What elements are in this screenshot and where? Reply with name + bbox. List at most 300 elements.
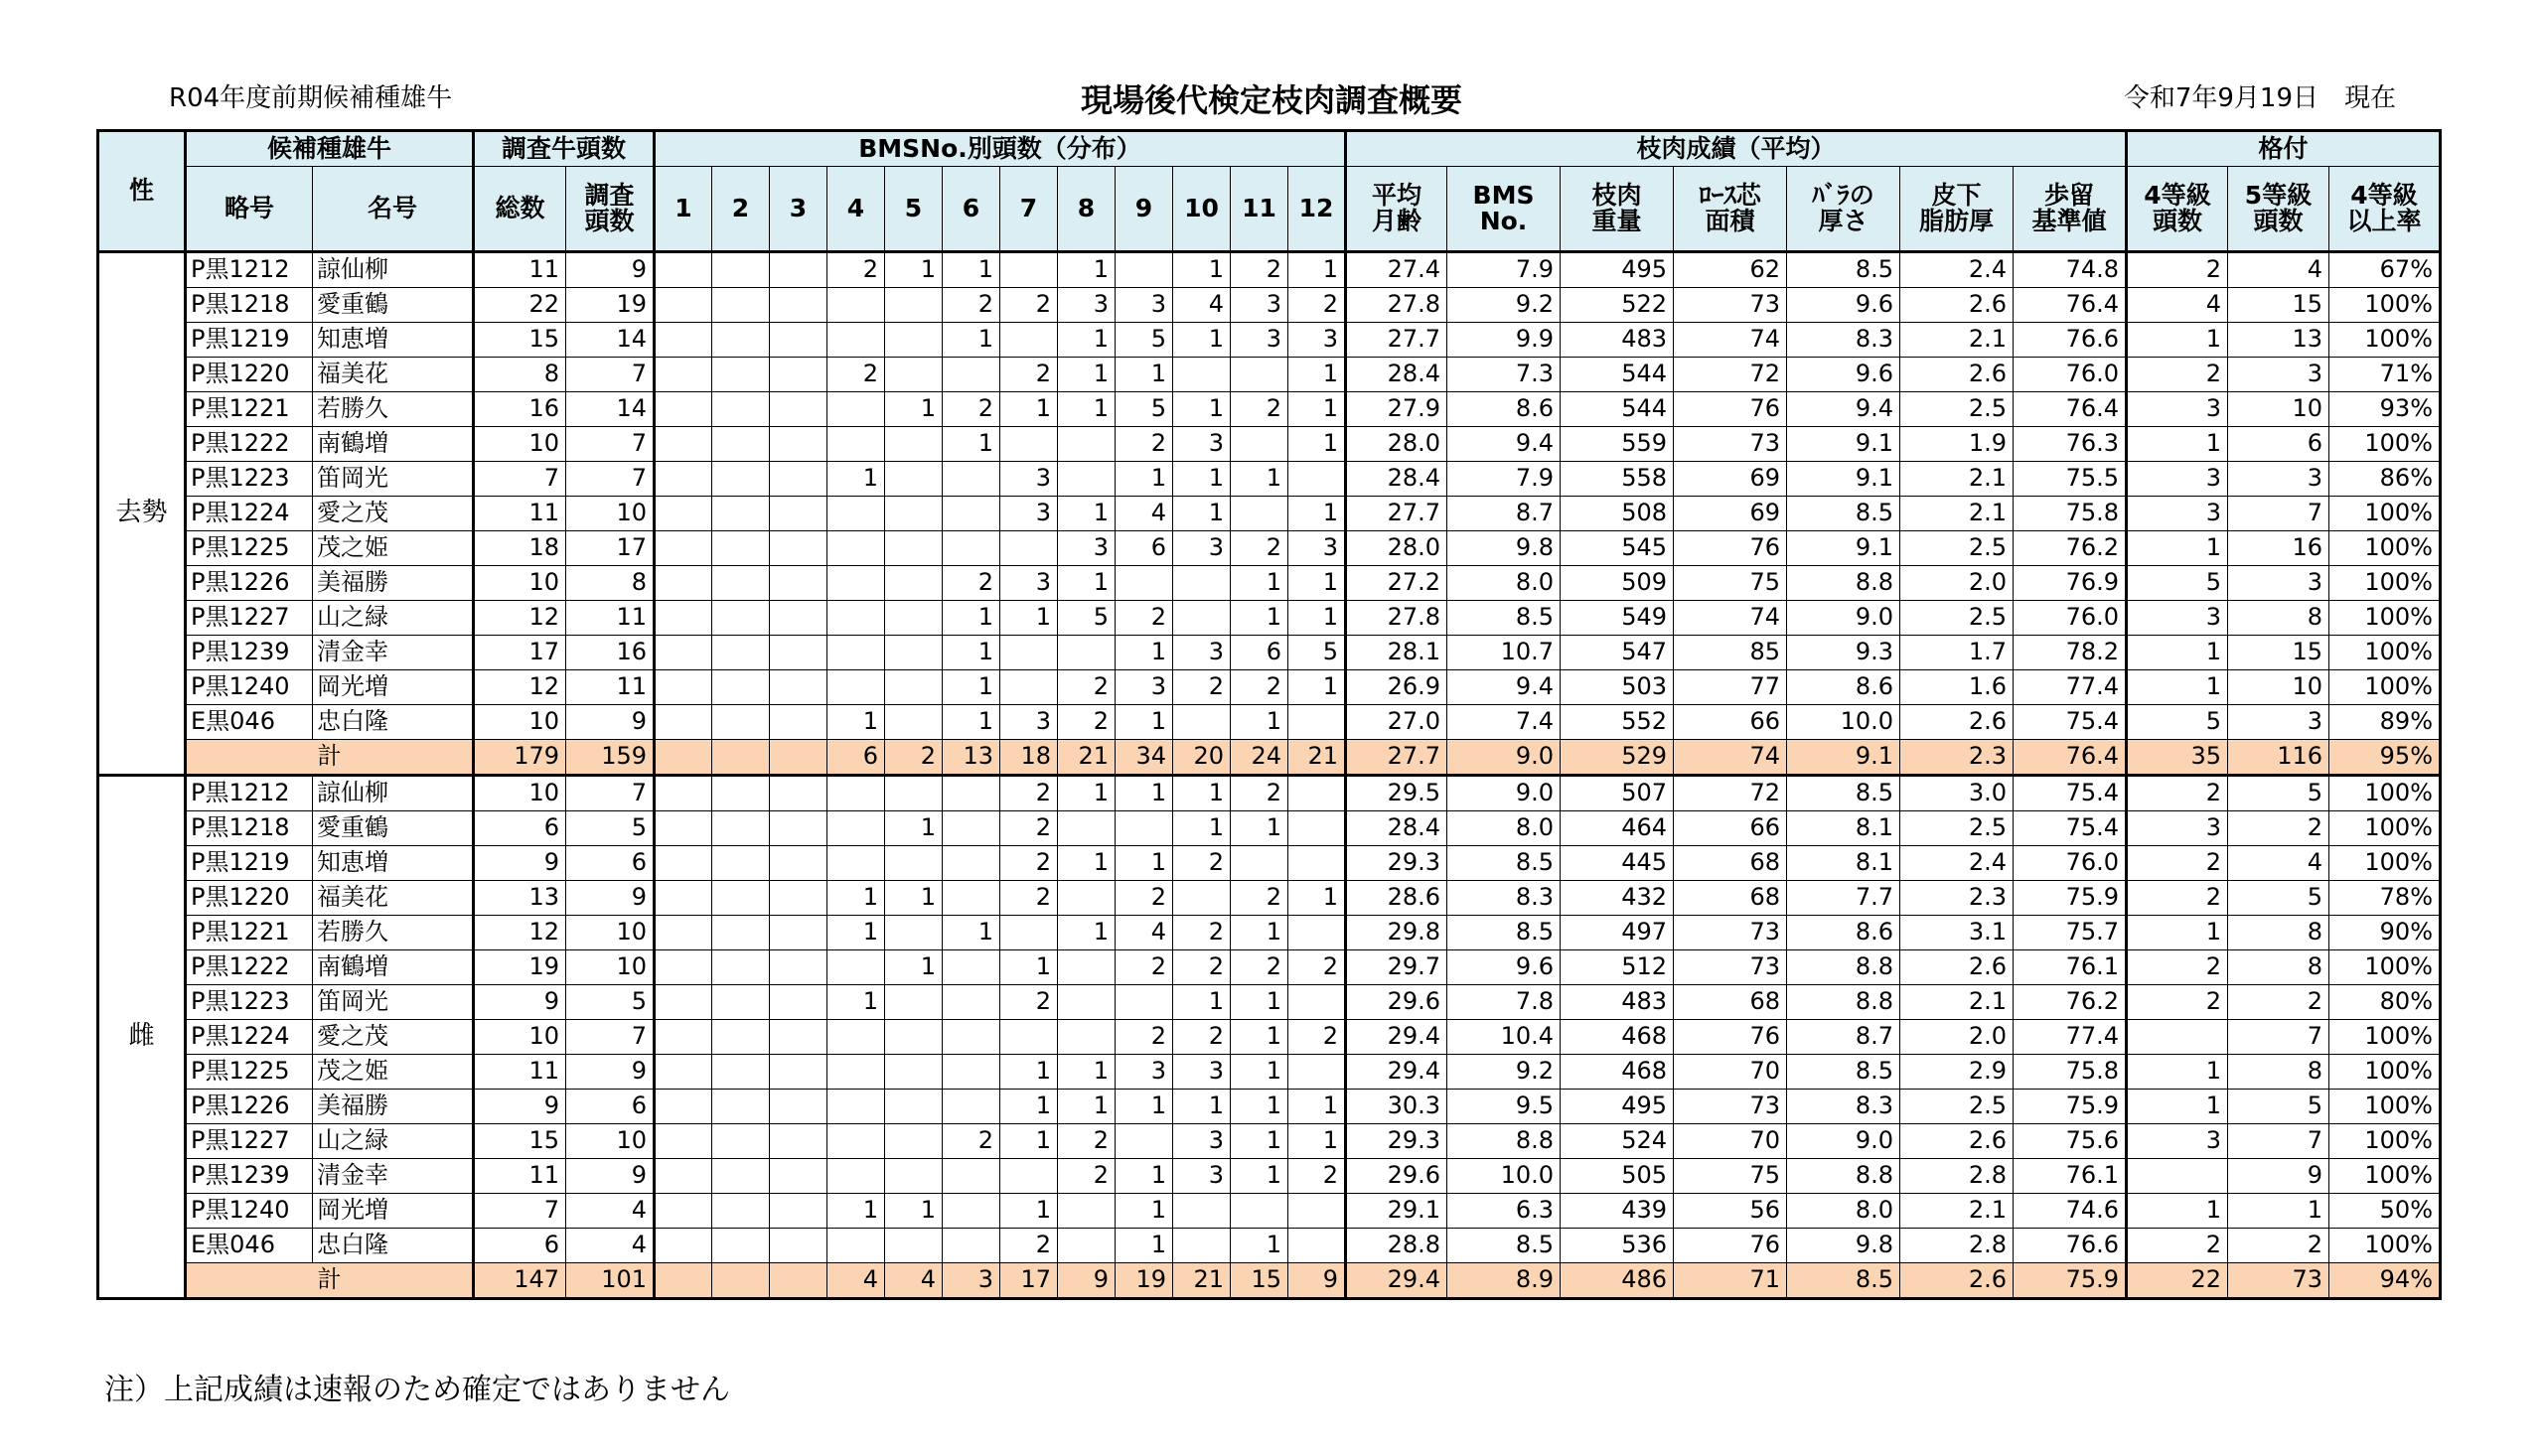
bms-12-cell: 9 <box>1288 1263 1346 1299</box>
table-row <box>98 1090 2441 1124</box>
avg-age-cell: 29.4 <box>1346 1263 1447 1299</box>
bms-8-cell: 1 <box>1058 566 1116 601</box>
bms-5-cell <box>885 1124 943 1159</box>
grade4-count-cell: 4 <box>2127 288 2228 323</box>
carcass-weight-cell: 495 <box>1561 252 1674 288</box>
bms-5-cell: 1 <box>885 881 943 916</box>
yield-cell: 74.6 <box>2014 1194 2127 1229</box>
bms-9-header: 9 <box>1116 167 1173 252</box>
yield-cell: 75.5 <box>2014 462 2127 497</box>
avg-age-cell: 29.4 <box>1346 1020 1447 1055</box>
bms-7-cell: 1 <box>1000 1055 1058 1090</box>
bms-7-cell: 1 <box>1000 1090 1058 1124</box>
yield-cell: 77.4 <box>2014 670 2127 705</box>
grade5-count-cell: 3 <box>2228 705 2329 740</box>
bms-12-cell <box>1288 985 1346 1020</box>
sire-code-cell: P黒1218 <box>186 811 313 846</box>
carcass-results-header: 枝肉成績（平均） <box>1346 131 2127 167</box>
bms-3-cell <box>770 323 827 358</box>
grade4-rate-cell: 100% <box>2329 1090 2441 1124</box>
bms-7-cell: 18 <box>1000 740 1058 776</box>
bms-4-cell <box>827 846 885 881</box>
sex-group-cell: 雌 <box>98 776 186 1299</box>
bms-4-cell: 4 <box>827 1263 885 1299</box>
grade-header: 格付 <box>2127 131 2441 167</box>
bms-11-cell: 6 <box>1231 636 1288 670</box>
surveyed-count-cell: 7 <box>566 1020 655 1055</box>
bms-3-cell <box>770 601 827 636</box>
bms-5-cell <box>885 1055 943 1090</box>
rib-thickness-cell: 9.0 <box>1787 1124 1900 1159</box>
bms-4-cell <box>827 601 885 636</box>
bms-6-cell: 1 <box>943 323 1000 358</box>
sub-header-row <box>98 167 2441 252</box>
bms-12-cell: 1 <box>1288 358 1346 392</box>
grade4-count-cell: 2 <box>2127 846 2228 881</box>
bms-12-cell: 3 <box>1288 323 1346 358</box>
grade4-count-cell: 3 <box>2127 601 2228 636</box>
grade4-rate-cell: 100% <box>2329 670 2441 705</box>
grade4-rate-cell: 86% <box>2329 462 2441 497</box>
subcutaneous-fat-cell: 2.5 <box>1900 1090 2014 1124</box>
carcass-weight-header: 枝肉 重量 <box>1561 167 1674 252</box>
bms-8-cell: 2 <box>1058 705 1116 740</box>
grade5-count-cell: 9 <box>2228 1159 2329 1194</box>
bms-10-cell <box>1173 566 1231 601</box>
bms-4-cell <box>827 427 885 462</box>
bms-7-cell: 2 <box>1000 846 1058 881</box>
table-row <box>98 1055 2441 1090</box>
carcass-weight-cell: 508 <box>1561 497 1674 531</box>
subcutaneous-fat-cell: 2.1 <box>1900 462 2014 497</box>
grade4-count-cell: 2 <box>2127 950 2228 985</box>
rib-thickness-cell: 8.5 <box>1787 1263 1900 1299</box>
grade4-count-cell: 1 <box>2127 1090 2228 1124</box>
bms-6-cell <box>943 881 1000 916</box>
bms-no-cell: 8.5 <box>1447 846 1561 881</box>
bms-10-cell: 2 <box>1173 950 1231 985</box>
subcutaneous-fat-cell: 2.8 <box>1900 1229 2014 1263</box>
bms-10-cell: 3 <box>1173 1124 1231 1159</box>
group-header-row <box>98 131 2441 167</box>
avg-age-cell: 29.3 <box>1346 1124 1447 1159</box>
bms-8-cell: 9 <box>1058 1263 1116 1299</box>
ribeye-area-cell: 74 <box>1674 601 1787 636</box>
bms-9-cell: 2 <box>1116 601 1173 636</box>
bms-1-cell <box>655 601 712 636</box>
ribeye-area-cell: 66 <box>1674 811 1787 846</box>
grade4-count-cell: 2 <box>2127 358 2228 392</box>
grade5-count-cell: 7 <box>2228 1020 2329 1055</box>
total-count-cell: 10 <box>474 705 566 740</box>
bms-7-cell: 1 <box>1000 1124 1058 1159</box>
total-count-cell: 7 <box>474 462 566 497</box>
avg-age-cell: 27.9 <box>1346 392 1447 427</box>
bms-3-cell <box>770 1124 827 1159</box>
bms-6-cell: 3 <box>943 1263 1000 1299</box>
grade5-count-cell: 3 <box>2228 358 2329 392</box>
grade4-count-cell: 22 <box>2127 1263 2228 1299</box>
grade4-count-cell: 5 <box>2127 705 2228 740</box>
grade5-count-cell: 8 <box>2228 1055 2329 1090</box>
sire-code-cell: P黒1221 <box>186 916 313 950</box>
bms-distribution-header: BMSNo.別頭数（分布） <box>655 131 1346 167</box>
bms-10-cell: 1 <box>1173 985 1231 1020</box>
rib-thickness-cell: 8.5 <box>1787 497 1900 531</box>
bms-6-cell: 1 <box>943 636 1000 670</box>
subcutaneous-fat-cell: 2.5 <box>1900 601 2014 636</box>
avg-age-cell: 28.4 <box>1346 811 1447 846</box>
yield-cell: 75.7 <box>2014 916 2127 950</box>
bms-no-cell: 7.9 <box>1447 462 1561 497</box>
carcass-weight-cell: 524 <box>1561 1124 1674 1159</box>
grade5-count-header: 5等級 頭数 <box>2228 167 2329 252</box>
sire-name-cell: 岡光増 <box>313 1194 474 1229</box>
bms-9-cell <box>1116 566 1173 601</box>
surveyed-count-cell: 11 <box>566 670 655 705</box>
bms-10-cell: 1 <box>1173 323 1231 358</box>
header-date: 令和7年9月19日 現在 <box>2123 83 2396 113</box>
grade5-count-cell: 10 <box>2228 670 2329 705</box>
bms-2-cell <box>712 1229 770 1263</box>
bms-10-cell: 2 <box>1173 670 1231 705</box>
avg-age-cell: 28.1 <box>1346 636 1447 670</box>
avg-age-cell: 27.4 <box>1346 252 1447 288</box>
bms-7-cell: 2 <box>1000 776 1058 811</box>
sire-name-cell: 山之緑 <box>313 601 474 636</box>
grade4-count-cell: 3 <box>2127 392 2228 427</box>
sire-code-cell: P黒1226 <box>186 566 313 601</box>
bms-6-cell <box>943 846 1000 881</box>
bms-8-cell: 1 <box>1058 497 1116 531</box>
sire-code-cell: P黒1221 <box>186 392 313 427</box>
rib-thickness-cell: 9.1 <box>1787 427 1900 462</box>
bms-9-cell: 19 <box>1116 1263 1173 1299</box>
bms-6-cell <box>943 950 1000 985</box>
bms-2-cell <box>712 566 770 601</box>
bms-5-cell <box>885 776 943 811</box>
bms-1-cell <box>655 497 712 531</box>
bms-4-cell: 1 <box>827 881 885 916</box>
grade4-rate-cell: 100% <box>2329 846 2441 881</box>
bms-no-cell: 8.8 <box>1447 1124 1561 1159</box>
grade4-rate-cell: 100% <box>2329 1055 2441 1090</box>
bms-no-cell: 10.7 <box>1447 636 1561 670</box>
carcass-weight-cell: 464 <box>1561 811 1674 846</box>
bms-10-cell: 1 <box>1173 462 1231 497</box>
bms-5-cell <box>885 497 943 531</box>
bms-7-cell: 3 <box>1000 566 1058 601</box>
table-row <box>98 1020 2441 1055</box>
bms-1-cell <box>655 1055 712 1090</box>
bms-5-cell <box>885 1229 943 1263</box>
bms-7-cell: 1 <box>1000 392 1058 427</box>
bms-11-cell: 2 <box>1231 776 1288 811</box>
ribeye-area-header: ﾛｰｽ芯 面積 <box>1674 167 1787 252</box>
grade4-rate-cell: 90% <box>2329 916 2441 950</box>
grade4-rate-cell: 94% <box>2329 1263 2441 1299</box>
sire-name-cell: 笛岡光 <box>313 985 474 1020</box>
bms-3-cell <box>770 1194 827 1229</box>
grade4-rate-cell: 93% <box>2329 392 2441 427</box>
bms-11-cell: 2 <box>1231 950 1288 985</box>
sire-code-cell: P黒1218 <box>186 288 313 323</box>
bms-12-cell <box>1288 776 1346 811</box>
carcass-weight-cell: 522 <box>1561 288 1674 323</box>
total-count-cell: 18 <box>474 531 566 566</box>
bms-12-cell: 1 <box>1288 601 1346 636</box>
grade4-count-cell: 1 <box>2127 323 2228 358</box>
subcutaneous-fat-cell: 2.6 <box>1900 288 2014 323</box>
yield-cell: 76.4 <box>2014 288 2127 323</box>
rib-thickness-cell: 9.1 <box>1787 740 1900 776</box>
bms-4-header: 4 <box>827 167 885 252</box>
bms-12-cell <box>1288 916 1346 950</box>
bms-9-cell: 1 <box>1116 636 1173 670</box>
surveyed-count-cell: 10 <box>566 916 655 950</box>
bms-no-cell: 8.5 <box>1447 1229 1561 1263</box>
bms-no-cell: 9.2 <box>1447 288 1561 323</box>
surveyed-header: 調査 頭数 <box>566 167 655 252</box>
table-row <box>98 392 2441 427</box>
bms-4-cell <box>827 497 885 531</box>
bms-12-cell: 1 <box>1288 427 1346 462</box>
bms-5-cell <box>885 846 943 881</box>
table-row <box>98 601 2441 636</box>
bms-no-cell: 7.8 <box>1447 985 1561 1020</box>
subcutaneous-fat-cell: 2.0 <box>1900 1020 2014 1055</box>
table-row <box>98 916 2441 950</box>
bms-10-cell <box>1173 358 1231 392</box>
avg-age-cell: 27.0 <box>1346 705 1447 740</box>
surveyed-count-cell: 10 <box>566 1124 655 1159</box>
bms-6-cell: 1 <box>943 601 1000 636</box>
bms-12-cell: 3 <box>1288 531 1346 566</box>
bms-9-cell <box>1116 252 1173 288</box>
surveyed-count-cell: 6 <box>566 1090 655 1124</box>
subcutaneous-fat-cell: 2.8 <box>1900 1159 2014 1194</box>
bms-7-cell: 3 <box>1000 705 1058 740</box>
bms-7-cell <box>1000 916 1058 950</box>
bms-1-cell <box>655 462 712 497</box>
bms-10-header: 10 <box>1173 167 1231 252</box>
bms-12-cell: 2 <box>1288 950 1346 985</box>
grade4-count-cell: 2 <box>2127 985 2228 1020</box>
bms-12-cell: 5 <box>1288 636 1346 670</box>
total-count-cell: 19 <box>474 950 566 985</box>
ribeye-area-cell: 77 <box>1674 670 1787 705</box>
bms-12-cell: 1 <box>1288 881 1346 916</box>
bms-9-cell: 1 <box>1116 1229 1173 1263</box>
bms-no-cell: 9.8 <box>1447 531 1561 566</box>
bms-8-cell <box>1058 1229 1116 1263</box>
table-row <box>98 881 2441 916</box>
subcutaneous-fat-cell: 2.5 <box>1900 531 2014 566</box>
bms-no-cell: 8.3 <box>1447 881 1561 916</box>
bms-10-cell: 3 <box>1173 636 1231 670</box>
surveyed-count-cell: 7 <box>566 462 655 497</box>
bms-4-cell <box>827 670 885 705</box>
bms-no-cell: 8.9 <box>1447 1263 1561 1299</box>
grade5-count-cell: 5 <box>2228 881 2329 916</box>
grade4-count-cell: 1 <box>2127 531 2228 566</box>
bms-1-cell <box>655 1194 712 1229</box>
bms-6-cell <box>943 1090 1000 1124</box>
carcass-weight-cell: 439 <box>1561 1194 1674 1229</box>
sire-name-cell: 茂之姫 <box>313 531 474 566</box>
avg-age-cell: 29.4 <box>1346 1055 1447 1090</box>
bms-6-cell: 1 <box>943 427 1000 462</box>
bms-8-cell <box>1058 462 1116 497</box>
grade4-count-cell: 2 <box>2127 1229 2228 1263</box>
bms-no-cell: 10.0 <box>1447 1159 1561 1194</box>
surveyed-count-cell: 5 <box>566 811 655 846</box>
sire-code-cell: P黒1240 <box>186 670 313 705</box>
bms-8-cell: 1 <box>1058 1090 1116 1124</box>
sire-code-cell: P黒1239 <box>186 1159 313 1194</box>
bms-9-cell: 34 <box>1116 740 1173 776</box>
bms-11-cell: 24 <box>1231 740 1288 776</box>
carcass-weight-cell: 529 <box>1561 740 1674 776</box>
surveyed-count-cell: 6 <box>566 846 655 881</box>
bms-6-cell: 1 <box>943 916 1000 950</box>
table-row <box>98 1194 2441 1229</box>
ribeye-area-cell: 75 <box>1674 1159 1787 1194</box>
ribeye-area-cell: 69 <box>1674 497 1787 531</box>
total-count-cell: 10 <box>474 1020 566 1055</box>
bms-11-cell: 1 <box>1231 705 1288 740</box>
bms-2-cell <box>712 636 770 670</box>
ribeye-area-cell: 85 <box>1674 636 1787 670</box>
bms-10-cell: 3 <box>1173 1055 1231 1090</box>
bms-1-cell <box>655 1263 712 1299</box>
grade4-rate-cell: 100% <box>2329 811 2441 846</box>
sire-code-cell: E黒046 <box>186 1229 313 1263</box>
bms-2-cell <box>712 288 770 323</box>
avg-age-cell: 27.2 <box>1346 566 1447 601</box>
bms-11-cell: 1 <box>1231 916 1288 950</box>
sire-code-cell: P黒1223 <box>186 985 313 1020</box>
sire-name-cell: 忠白隆 <box>313 705 474 740</box>
surveyed-count-cell: 14 <box>566 323 655 358</box>
table-row <box>98 252 2441 288</box>
avg-age-cell: 27.7 <box>1346 323 1447 358</box>
bms-3-cell <box>770 1020 827 1055</box>
bms-3-cell <box>770 636 827 670</box>
avg-age-cell: 29.7 <box>1346 950 1447 985</box>
grade4-rate-cell: 50% <box>2329 1194 2441 1229</box>
bms-7-cell: 2 <box>1000 358 1058 392</box>
total-count-cell: 9 <box>474 846 566 881</box>
rib-thickness-cell: 8.5 <box>1787 776 1900 811</box>
code-header: 略号 <box>186 167 313 252</box>
bms-2-header: 2 <box>712 167 770 252</box>
grade5-count-cell: 5 <box>2228 1090 2329 1124</box>
ribeye-area-cell: 74 <box>1674 740 1787 776</box>
total-count-cell: 16 <box>474 392 566 427</box>
bms-10-cell: 2 <box>1173 916 1231 950</box>
grade4-rate-cell: 100% <box>2329 566 2441 601</box>
subcutaneous-fat-cell: 2.9 <box>1900 1055 2014 1090</box>
bms-4-cell <box>827 776 885 811</box>
grade4-count-cell: 3 <box>2127 462 2228 497</box>
table-row <box>98 323 2441 358</box>
bms-2-cell <box>712 601 770 636</box>
bms-5-cell: 1 <box>885 811 943 846</box>
bms-12-cell: 1 <box>1288 252 1346 288</box>
carcass-weight-cell: 549 <box>1561 601 1674 636</box>
bms-8-cell: 3 <box>1058 288 1116 323</box>
bms-10-cell: 2 <box>1173 1020 1231 1055</box>
bms-9-cell: 1 <box>1116 462 1173 497</box>
avg-age-cell: 27.8 <box>1346 288 1447 323</box>
grade5-count-cell: 4 <box>2228 846 2329 881</box>
bms-11-cell: 1 <box>1231 1159 1288 1194</box>
bms-3-cell <box>770 427 827 462</box>
total-count-cell: 8 <box>474 358 566 392</box>
bms-3-cell <box>770 497 827 531</box>
bms-1-cell <box>655 670 712 705</box>
ribeye-area-cell: 68 <box>1674 985 1787 1020</box>
bms-11-cell: 2 <box>1231 881 1288 916</box>
carcass-weight-cell: 483 <box>1561 985 1674 1020</box>
sire-code-cell: P黒1212 <box>186 252 313 288</box>
bms-10-cell <box>1173 705 1231 740</box>
sex-header: 性 <box>98 131 186 252</box>
bms-4-cell <box>827 1159 885 1194</box>
bms-1-cell <box>655 705 712 740</box>
bms-10-cell <box>1173 1194 1231 1229</box>
carcass-weight-cell: 445 <box>1561 846 1674 881</box>
grade4-count-cell: 3 <box>2127 1124 2228 1159</box>
total-row <box>98 1263 2441 1299</box>
subcutaneous-fat-cell: 2.1 <box>1900 323 2014 358</box>
bms-10-cell: 2 <box>1173 846 1231 881</box>
bms-9-cell: 1 <box>1116 846 1173 881</box>
grade4-count-cell: 2 <box>2127 776 2228 811</box>
total-header: 総数 <box>474 167 566 252</box>
bms-1-cell <box>655 288 712 323</box>
bms-9-cell: 2 <box>1116 1020 1173 1055</box>
carcass-weight-cell: 483 <box>1561 323 1674 358</box>
bms-4-cell <box>827 566 885 601</box>
bms-12-cell <box>1288 1055 1346 1090</box>
yield-cell: 76.9 <box>2014 566 2127 601</box>
bms-6-cell <box>943 531 1000 566</box>
total-count-cell: 11 <box>474 497 566 531</box>
total-row <box>98 740 2441 776</box>
rib-thickness-cell: 8.7 <box>1787 1020 1900 1055</box>
bms-12-cell: 1 <box>1288 497 1346 531</box>
bms-6-cell <box>943 985 1000 1020</box>
table-row <box>98 985 2441 1020</box>
bms-9-cell: 2 <box>1116 881 1173 916</box>
sire-name-cell: 南鶴増 <box>313 427 474 462</box>
bms-3-cell <box>770 811 827 846</box>
sire-name-cell: 愛重鶴 <box>313 811 474 846</box>
table-row <box>98 427 2441 462</box>
bms-6-cell <box>943 811 1000 846</box>
total-count-cell: 10 <box>474 566 566 601</box>
rib-thickness-cell: 8.0 <box>1787 1194 1900 1229</box>
grade4-rate-cell: 100% <box>2329 776 2441 811</box>
avg-age-cell: 28.8 <box>1346 1229 1447 1263</box>
bms-7-cell: 1 <box>1000 1194 1058 1229</box>
bms-6-cell <box>943 1229 1000 1263</box>
bms-9-cell: 4 <box>1116 916 1173 950</box>
bms-5-cell <box>885 427 943 462</box>
bms-10-cell: 1 <box>1173 392 1231 427</box>
